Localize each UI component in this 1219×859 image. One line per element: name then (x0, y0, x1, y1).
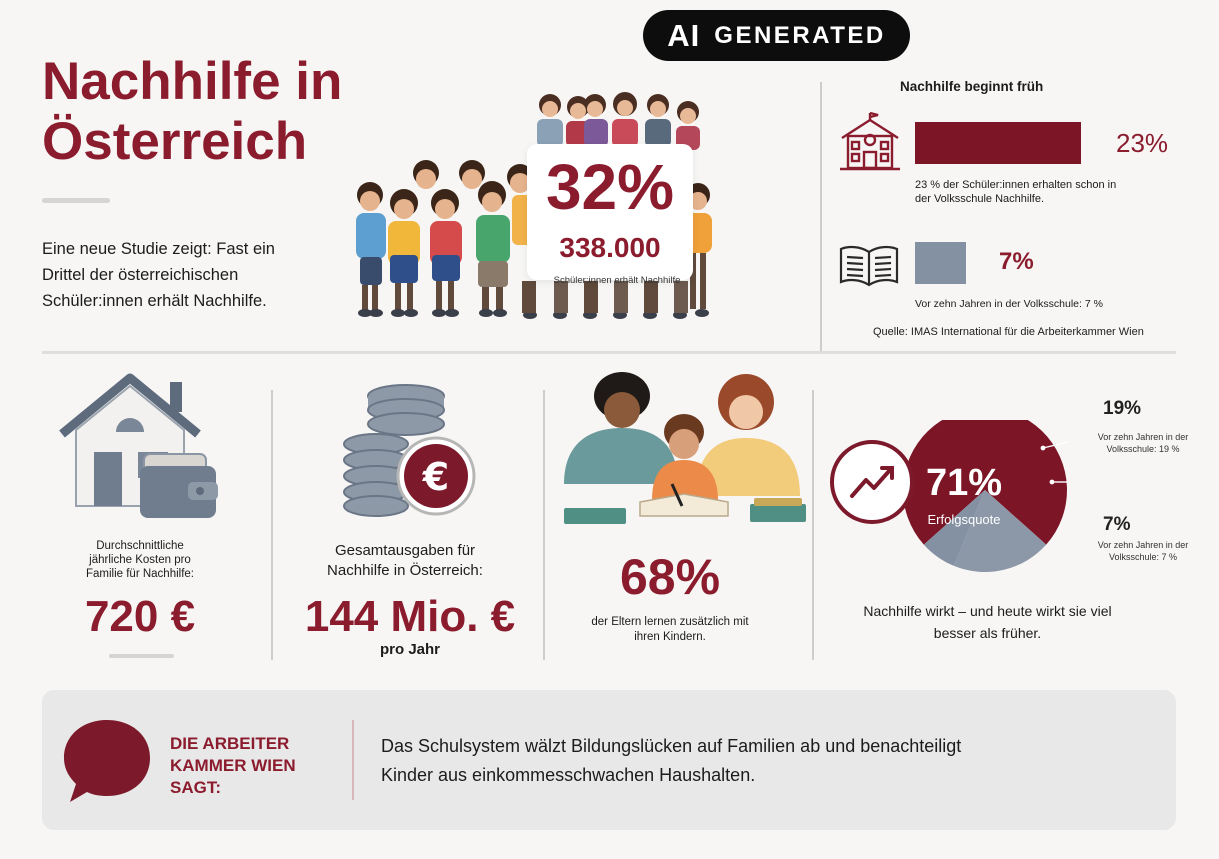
total-sub: pro Jahr (379, 641, 440, 658)
success-label: Erfolgsquote (927, 512, 1001, 527)
parents-learning-illustration (560, 366, 810, 530)
ai-generated-badge (643, 10, 910, 61)
trend-icon-circle (832, 442, 912, 522)
bar-ten-years-ago-text: Vor zehn Jahren in der Volksschule: 7 % (915, 298, 1103, 310)
bar-current-text: 23 % der Schüler:innen erhalten schon in der Volksschule Nachhilfe. (915, 179, 1117, 205)
success-caption: Nachhilfe wirkt – und heute wirkt sie viel besser als früher. (863, 603, 1112, 641)
success-value: 71% (925, 462, 1003, 504)
bar-ten-years-ago-label: 7% (999, 248, 1034, 275)
col-divider-1 (271, 390, 273, 660)
annotation-19-text: Vor zehn Jahren in der Volksschule: 19 % (1097, 432, 1189, 454)
col-divider-2 (543, 390, 545, 660)
badge-generated-text: GENERATED (714, 21, 886, 49)
source-note: Quelle: IMAS International für die Arbeiterkammer Wien (873, 326, 1144, 338)
annotation-19-value: 19% (1103, 398, 1142, 419)
top-right-divider (820, 82, 822, 352)
speech-bubble-icon (62, 716, 152, 806)
total-caption: Gesamtausgaben für Nachhilfe in Österreich: (327, 542, 483, 579)
cost-underline (109, 654, 174, 658)
cost-caption: Durchschnittliche jährliche Kosten pro Familie für Nachhilfe: (85, 540, 194, 580)
annotation-7-value: 7% (1103, 514, 1131, 535)
bar-ten-years-ago (915, 242, 966, 284)
intro-text: Eine neue Studie zeigt: Fast ein Drittel der österreichischen Schüler:innen erhält Nachhilfe. (42, 240, 275, 310)
svg-text:€: € (422, 455, 450, 499)
book-icon (838, 244, 900, 288)
col-divider-3 (812, 390, 814, 660)
coins-euro-icon (340, 378, 480, 518)
parents-caption: der Eltern lernen zusätzlich mit ihren Kindern. (591, 616, 749, 643)
house-wallet-icon (58, 372, 222, 522)
page-title: Nachhilfe in Österreich (42, 52, 343, 171)
bar-current (915, 122, 1081, 164)
footer-separator (352, 720, 354, 800)
early-chart-title: Nachhilfe beginnt früh (900, 79, 1044, 94)
footer-speaker: DIE ARBEITER KAMMER WIEN SAGT: (170, 734, 296, 797)
badge-ai-text: AI (667, 17, 701, 53)
total-value: 144 Mio. € (304, 592, 516, 641)
hero-caption: Schüler:innen erhält Nachhilfe (553, 275, 681, 286)
cost-value: 720 € (84, 592, 196, 641)
hero-percent: 32% (545, 151, 675, 223)
school-icon (838, 112, 902, 172)
footer-quote: Das Schulsystem wälzt Bildungslücken auf Familien ab und benachteiligt Kinder aus einkommesschwachen Haushalten. (381, 736, 962, 785)
hero-count: 338.000 (559, 232, 661, 263)
bar-current-label: 23% (1116, 128, 1169, 158)
annotation-7-text: Vor zehn Jahren in der Volksschule: 7 % (1097, 540, 1189, 562)
title-divider (42, 198, 110, 203)
parents-value: 68% (619, 549, 721, 605)
section-divider (42, 351, 1176, 354)
